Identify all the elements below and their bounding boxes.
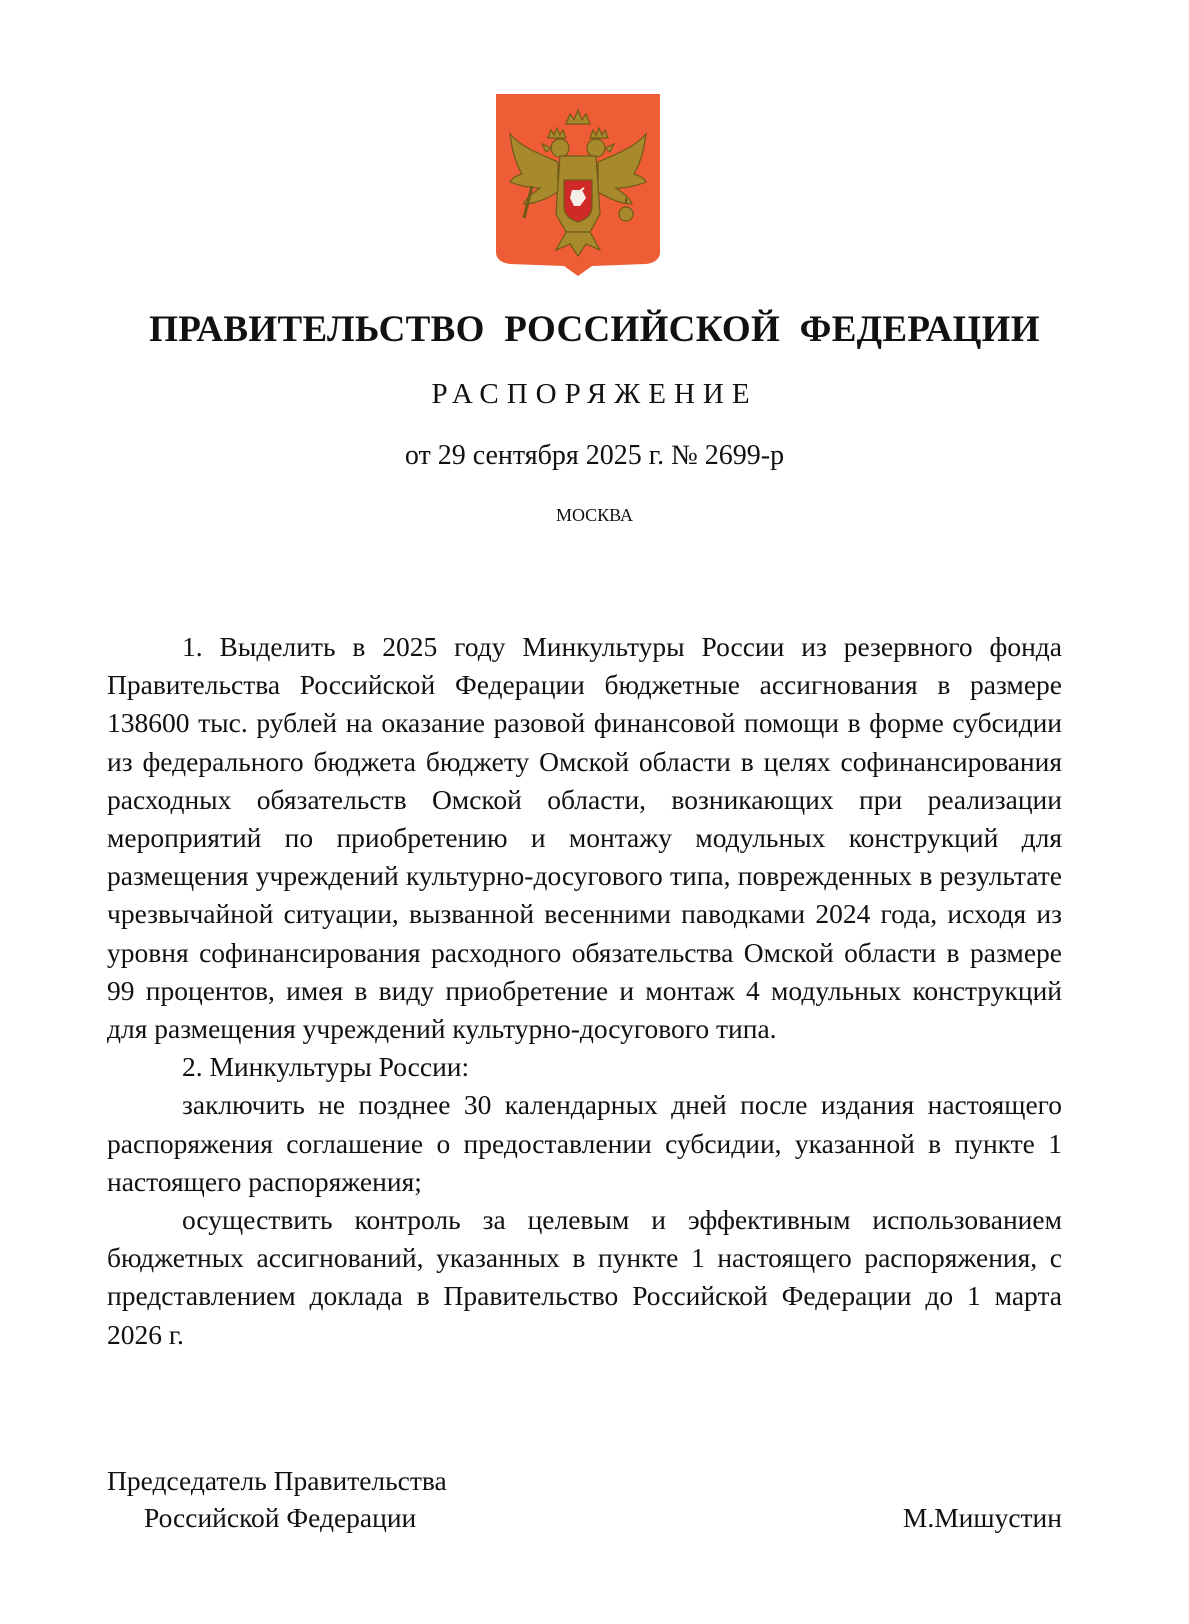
document-type: РАСПОРЯЖЕНИЕ	[431, 378, 758, 410]
document-date-number: от 29 сентября 2025 г. № 2699-р	[404, 440, 785, 471]
coat-of-arms-icon	[496, 94, 660, 276]
signatory-name: М.Мишустин	[902, 1502, 1062, 1533]
paragraph-2: 2. Минкультуры России:	[182, 1051, 470, 1083]
government-title: ПРАВИТЕЛЬСТВО РОССИЙСКОЙ ФЕДЕРАЦИИ	[149, 309, 1040, 350]
paragraph-2-item-2: осуществить контроль за целевым и эффективным использованием бюджетных ассигнований, указанных в пункте 1 настоящего распоряжения, с представлением доклада в Правительство Российской Федерации до 1 марта 2026 г.	[107, 1204, 1062, 1350]
paragraph-2-item-1: заключить не позднее 30 календарных дней после издания настоящего распоряжения соглашение о предоставлении субсидии, указанной в пункте 1 настоящего распоряжения;	[107, 1089, 1062, 1197]
document-body	[107, 628, 1062, 1354]
signatory-role-line-1: Председатель Правительства	[107, 1465, 447, 1496]
paragraph-1: 1. Выделить в 2025 году Минкультуры России из резервного фонда Правительства Российской Федерации бюджетные ассигнования в размере 138600 тыс. рублей на оказание разовой финансовой помощи в форме субсидии из федерального бюджета бюджету Омской области в целях софинансирования расходных обязательств Омской области, возникающих при реализации мероприятий по приобретению и монтажу модульных конструкций для размещения учреждений культурно-досугового типа, поврежденных в результате чрезвычайной ситуации, вызванной весенними паводками 2024 года, исходя из уровня софинансирования расходного обязательства Омской области в размере 99 процентов, имея в виду приобретение и монтаж 4 модульных конструкций для размещения учреждений культурно-досугового типа.	[107, 631, 1062, 1045]
signatory-role-line-2: Российской Федерации	[144, 1502, 417, 1533]
document-city: МОСКВА	[555, 505, 634, 525]
